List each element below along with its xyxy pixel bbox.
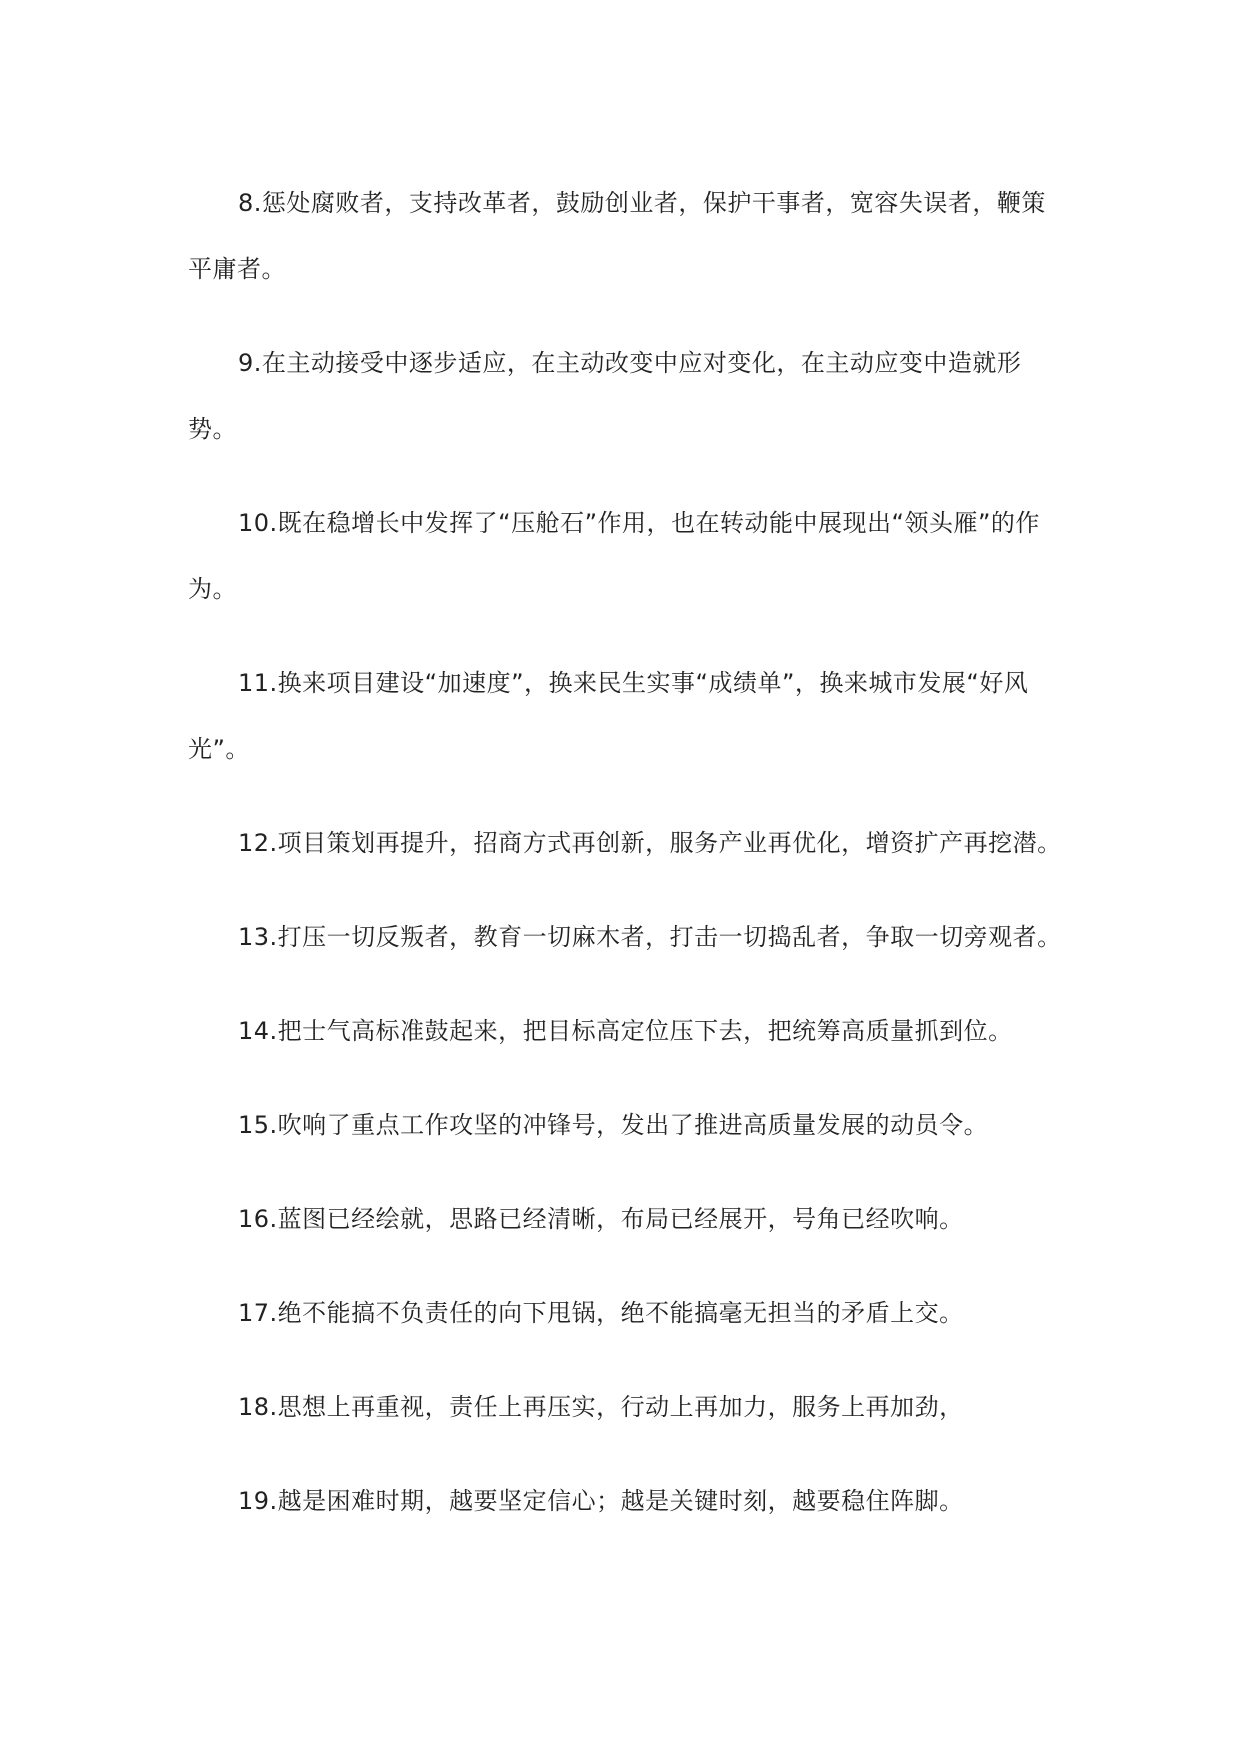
paragraph-13: 13.打压一切反叛者，教育一切麻木者，打击一切捣乱者，争取一切旁观者。: [238, 923, 1062, 951]
document-body: [188, 170, 1068, 1562]
paragraph-12: 12.项目策划再提升，招商方式再创新，服务产业再优化，增资扩产再挖潜。: [238, 829, 1062, 857]
paragraph-18: 18.思想上再重视，责任上再压实，行动上再加力，服务上再加劲，: [238, 1393, 964, 1421]
paragraph-8: 8.惩处腐败者，支持改革者，鼓励创业者，保护干事者，宽容失误者，鞭策平庸者。: [188, 189, 1046, 283]
paragraph-10: 10.既在稳增长中发挥了“压舱石”作用，也在转动能中展现出“领头雁”的作为。: [188, 509, 1040, 603]
paragraph-16: 16.蓝图已经绘就，思路已经清晰，布局已经展开，号角已经吹响。: [238, 1205, 964, 1233]
paragraph-15: 15.吹响了重点工作攻坚的冲锋号，发出了推进高质量发展的动员令。: [238, 1111, 989, 1139]
paragraph-11: 11.换来项目建设“加速度”，换来民生实事“成绩单”，换来城市发展“好风光”。: [188, 669, 1029, 763]
paragraph-14: 14.把士气高标准鼓起来，把目标高定位压下去，把统筹高质量抓到位。: [238, 1017, 1013, 1045]
paragraph-19: 19.越是困难时期，越要坚定信心；越是关键时刻，越要稳住阵脚。: [238, 1487, 964, 1515]
paragraph-9: 9.在主动接受中逐步适应，在主动改变中应对变化，在主动应变中造就形势。: [188, 349, 1022, 443]
paragraph-17: 17.绝不能搞不负责任的向下甩锅，绝不能搞毫无担当的矛盾上交。: [238, 1299, 964, 1327]
